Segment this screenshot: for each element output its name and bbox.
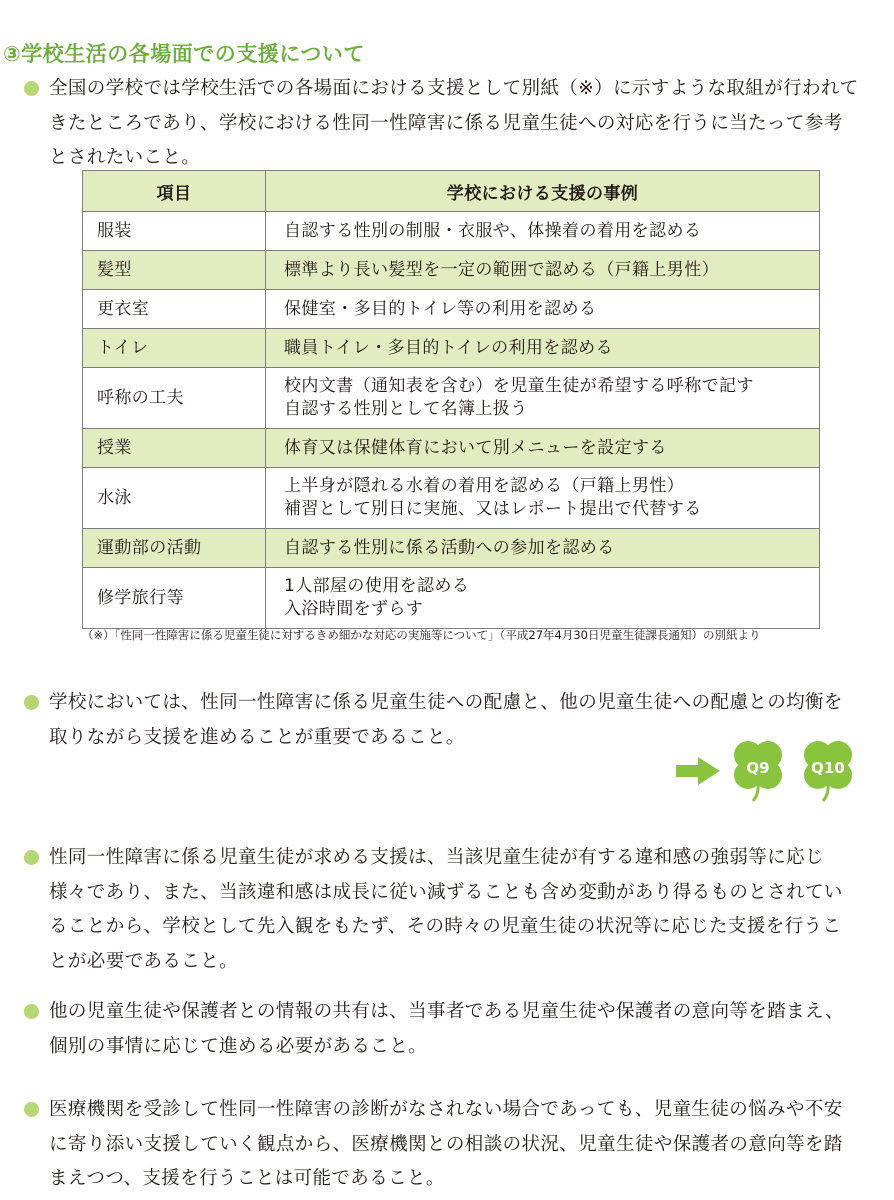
- bullet-dot-icon: [24, 1004, 39, 1019]
- row-case: [266, 368, 820, 429]
- paragraph-flexible-support: [24, 841, 860, 979]
- row-case: [266, 468, 820, 529]
- q10-label: Q10: [811, 759, 845, 777]
- arrow-right-icon: [676, 755, 720, 787]
- row-case: [266, 568, 820, 629]
- row-item: 修学旅行等: [83, 568, 266, 629]
- case-line: 自認する性別に係る活動への参加を認める: [284, 537, 615, 558]
- table-row: [83, 329, 820, 368]
- case-line: 上半身が隠れる水着の着用を認める（戸籍上男性）: [284, 476, 685, 496]
- table-row: [83, 251, 820, 290]
- row-case: [266, 290, 820, 329]
- section-heading: ③学校生活の各場面での支援について: [3, 42, 365, 66]
- table-row: [83, 368, 820, 429]
- support-cases-table: [82, 170, 820, 629]
- table-row: [83, 290, 820, 329]
- paragraph-medical: [24, 1093, 860, 1197]
- row-case: [266, 429, 820, 468]
- intro-paragraph: [24, 72, 860, 176]
- paragraph-text: 学校においては、性同一性障害に係る児童生徒への配慮と、他の児童生徒への配慮との均衡を取りながら支援を進めることが重要であること。: [49, 692, 843, 748]
- row-item: 服装: [83, 212, 266, 251]
- row-case: [266, 529, 820, 568]
- q9-label: Q9: [746, 759, 770, 777]
- row-case: [266, 251, 820, 290]
- header-item: 項目: [83, 171, 266, 212]
- row-item: トイレ: [83, 329, 266, 368]
- table-row: [83, 529, 820, 568]
- row-item: 更衣室: [83, 290, 266, 329]
- bullet-dot-icon: [24, 81, 39, 96]
- row-case: [266, 329, 820, 368]
- case-line: 保健室・多目的トイレ等の利用を認める: [284, 298, 597, 319]
- case-line: 入浴時間をずらす: [284, 599, 424, 619]
- row-item: 運動部の活動: [83, 529, 266, 568]
- case-line: 体育又は保健体育において別メニューを設定する: [284, 437, 667, 458]
- row-item: 呼称の工夫: [83, 368, 266, 429]
- case-line: 補習として別日に実施、又はレポート提出で代替する: [284, 499, 702, 519]
- case-line: 自認する性別の制服・衣服や、体操着の着用を認める: [284, 220, 702, 241]
- case-line: 職員トイレ・多目的トイレの利用を認める: [284, 337, 613, 358]
- table-row: [83, 212, 820, 251]
- table-footnote: （※）「性同一性障害に係る児童生徒に対するきめ細かな対応の実施等について」（平成27年4月30日児童生徒課長通知）の別紙より: [82, 628, 761, 642]
- row-item: 髪型: [83, 251, 266, 290]
- paragraph-text: 医療機関を受診して性同一性障害の診断がなされない場合であっても、児童生徒の悩みや不安に寄り添い支援していく観点から、医療機関との相談の状況、児童生徒や保護者の意向等を踏まえつつ、支援を行うことは可能であること。: [49, 1099, 843, 1189]
- q10-link[interactable]: [798, 738, 858, 802]
- table-row: [83, 429, 820, 468]
- case-line: 標準より長い髪型を一定の範囲で認める（戸籍上男性）: [284, 259, 719, 280]
- paragraph-text: 性同一性障害に係る児童生徒が求める支援は、当該児童生徒が有する違和感の強弱等に応じ様々であり、また、当該違和感は成長に従い減ずることも含め変動があり得るものとされていることから、学校として先入観をもたず、その時々の児童生徒の状況等に応じた支援を行うことが必要であること。: [49, 847, 843, 972]
- case-line: 1人部屋の使用を認める: [284, 576, 470, 596]
- bullet-dot-icon: [24, 695, 39, 710]
- paragraph-text: 他の児童生徒や保護者との情報の共有は、当事者である児童生徒や保護者の意向等を踏まえ、個別の事情に応じて進める必要があること。: [49, 1001, 844, 1057]
- row-case: [266, 212, 820, 251]
- case-line: 校内文書（通知表を含む）を児童生徒が希望する呼称で記す: [284, 376, 754, 396]
- paragraph-information-sharing: [24, 995, 860, 1064]
- row-item: 水泳: [83, 468, 266, 529]
- intro-text: 全国の学校では学校生活での各場面における支援として別紙（※）に示すような取組が行われてきたところであり、学校における性同一性障害に係る児童生徒への対応を行うに当たって参考とされたいこと。: [49, 78, 859, 168]
- bullet-dot-icon: [24, 1102, 39, 1117]
- bullet-dot-icon: [24, 850, 39, 865]
- table-row: [83, 568, 820, 629]
- table-header-row: [83, 171, 820, 212]
- row-item: 授業: [83, 429, 266, 468]
- q9-link[interactable]: [728, 738, 788, 802]
- case-line: 自認する性別として名簿上扱う: [284, 399, 528, 419]
- header-cases: 学校における支援の事例: [266, 171, 820, 212]
- table-row: [83, 468, 820, 529]
